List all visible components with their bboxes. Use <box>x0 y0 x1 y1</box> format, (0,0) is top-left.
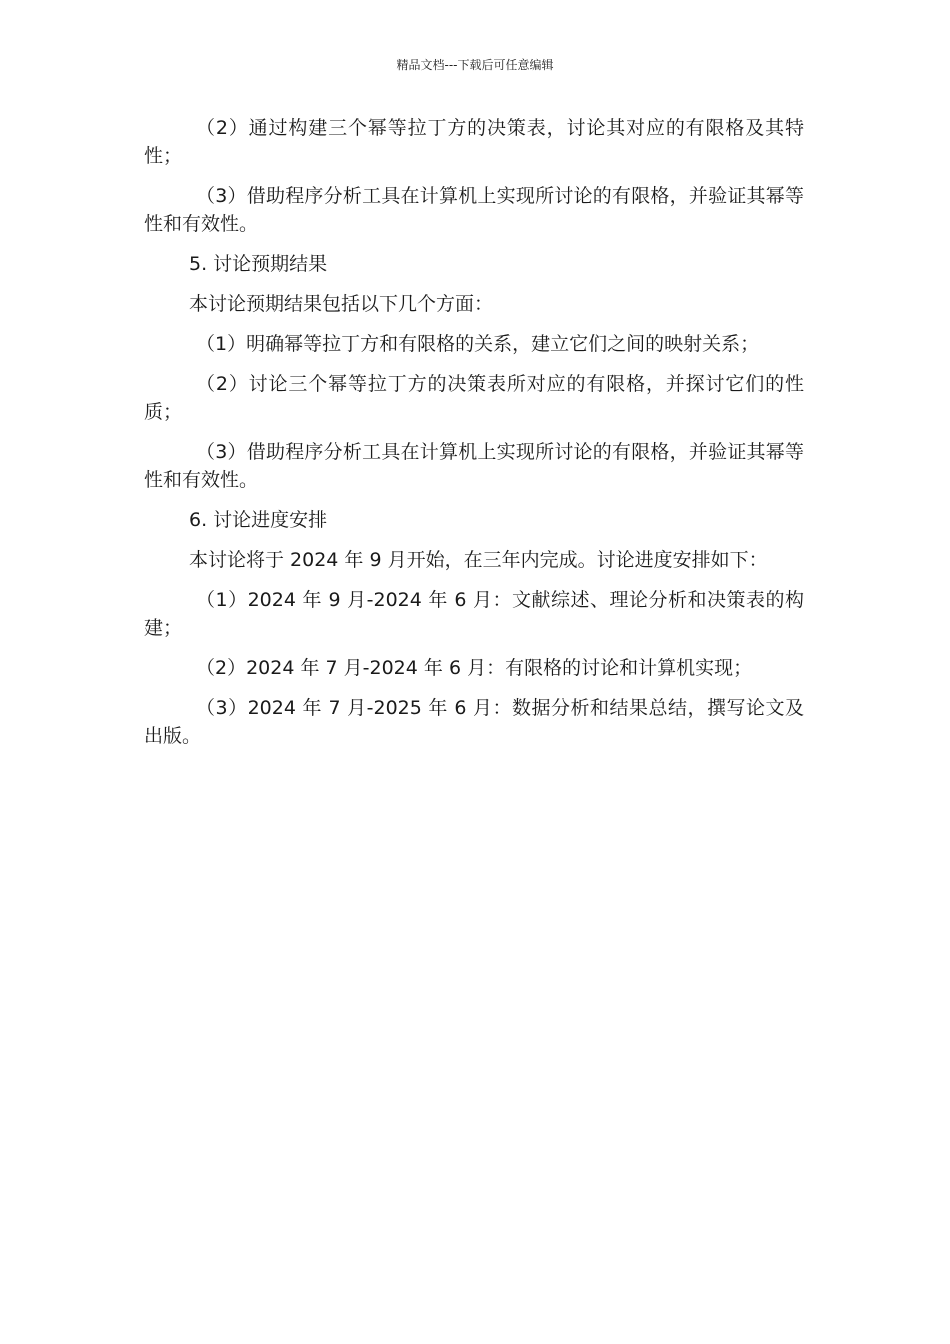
paragraph-objective-2: （2）通过构建三个幂等拉丁方的决策表，讨论其对应的有限格及其特性； <box>144 117 804 167</box>
page-header: 精品文档---下载后可任意编辑 <box>396 58 554 72</box>
section-heading-expected-results: 5. 讨论预期结果 <box>189 253 328 275</box>
paragraph-schedule-1: （1）2024 年 9 月-2024 年 6 月：文献综述、理论分析和决策表的构建； <box>144 589 804 639</box>
section-heading-schedule: 6. 讨论进度安排 <box>189 509 328 531</box>
paragraph-schedule-3: （3）2024 年 7 月-2025 年 6 月：数据分析和结果总结，撰写论文及出版。 <box>144 697 804 747</box>
paragraph-expected-1: （1）明确幂等拉丁方和有限格的关系，建立它们之间的映射关系； <box>196 333 760 355</box>
paragraph-expected-intro: 本讨论预期结果包括以下几个方面： <box>189 293 494 315</box>
paragraph-schedule-2: （2）2024 年 7 月-2024 年 6 月：有限格的讨论和计算机实现； <box>196 657 753 679</box>
paragraph-expected-3: （3）借助程序分析工具在计算机上实现所讨论的有限格，并验证其幂等性和有效性。 <box>144 441 804 491</box>
paragraph-expected-2: （2）讨论三个幂等拉丁方的决策表所对应的有限格，并探讨它们的性质； <box>144 373 804 423</box>
document-body <box>144 114 804 762</box>
paragraph-schedule-intro: 本讨论将于 2024 年 9 月开始，在三年内完成。讨论进度安排如下： <box>189 549 768 571</box>
paragraph-objective-3: （3）借助程序分析工具在计算机上实现所讨论的有限格，并验证其幂等性和有效性。 <box>144 185 804 235</box>
